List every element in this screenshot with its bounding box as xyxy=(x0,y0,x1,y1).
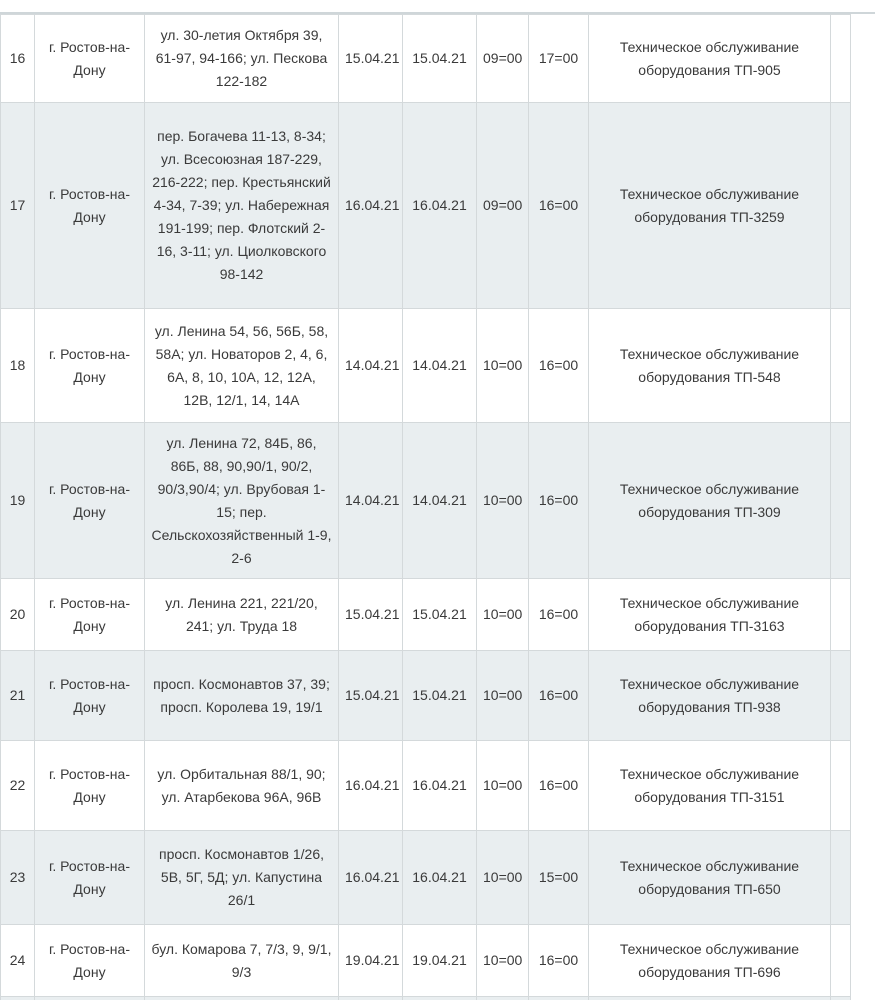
start-time-cell: 09=00 xyxy=(477,15,529,103)
city-cell: г. Ростов-на-Дону xyxy=(35,925,145,997)
end-date-cell: 15.04.21 xyxy=(403,651,477,741)
work-description-cell: Техническое обслуживание оборудования ТП-3151 xyxy=(589,741,831,831)
end-time-cell: 16=00 xyxy=(529,741,589,831)
end-date-cell: 14.04.21 xyxy=(403,423,477,579)
start-date-cell: 16.04.21 xyxy=(339,741,403,831)
work-description-cell: Техническое обслуживание оборудования ТП-696 xyxy=(589,925,831,997)
end-time-cell: 16=00 xyxy=(529,103,589,309)
address-cell: просп. Космонавтов 1/26, 5В, 5Г, 5Д; ул. Капустина 26/1 xyxy=(145,831,339,925)
table-top-border xyxy=(0,0,875,14)
row-number: 21 xyxy=(1,651,35,741)
end-time-cell: 16=00 xyxy=(529,309,589,423)
table-row xyxy=(1,423,851,579)
start-date-cell xyxy=(339,997,403,1000)
outage-schedule-table xyxy=(0,14,851,1000)
table-row xyxy=(1,651,851,741)
start-time-cell: 10=00 xyxy=(477,579,529,651)
table-row xyxy=(1,831,851,925)
end-date-cell xyxy=(403,997,477,1000)
end-date-cell: 16.04.21 xyxy=(403,741,477,831)
row-number: 23 xyxy=(1,831,35,925)
end-time-cell: 17=00 xyxy=(529,15,589,103)
start-time-cell xyxy=(477,997,529,1000)
end-time-cell: 16=00 xyxy=(529,925,589,997)
extra-cell xyxy=(831,651,851,741)
table-row xyxy=(1,15,851,103)
end-time-cell xyxy=(529,997,589,1000)
start-time-cell: 10=00 xyxy=(477,423,529,579)
start-date-cell: 15.04.21 xyxy=(339,651,403,741)
table-row xyxy=(1,925,851,997)
address-cell: бул. Комарова 7, 7/3, 9, 9/1, 9/3 xyxy=(145,925,339,997)
extra-cell xyxy=(831,423,851,579)
table-right-edge xyxy=(850,14,875,1000)
start-time-cell: 09=00 xyxy=(477,103,529,309)
start-date-cell: 16.04.21 xyxy=(339,103,403,309)
address-cell: ул. Орбитальная 88/1, 90; ул. Атарбекова 96А, 96В xyxy=(145,741,339,831)
table-row xyxy=(1,309,851,423)
city-cell: г. Ростов-на-Дону xyxy=(35,423,145,579)
address-cell: ул. Ленина 221, 221/20, 241; ул. Труда 18 xyxy=(145,579,339,651)
address-cell: ул. Ленина 54, 56, 56Б, 58, 58А; ул. Новаторов 2, 4, 6, 6А, 8, 10, 10А, 12, 12А, 12В, 12/1, 14, 14А xyxy=(145,309,339,423)
table-row xyxy=(1,741,851,831)
table-row xyxy=(1,579,851,651)
work-description-cell: Техническое обслуживание оборудования ТП-905 xyxy=(589,15,831,103)
address-cell: просп. Космонавтов 37, 39; просп. Королева 19, 19/1 xyxy=(145,651,339,741)
row-number: 18 xyxy=(1,309,35,423)
address-cell: пер. Богачева 11-13, 8-34; ул. Всесоюзная 187-229, 216-222; пер. Крестьянский 4-34, 7-39; ул. Набережная 191-199; пер. Флотский 2-16, 3-11; ул. Циолковского 98-142 xyxy=(145,103,339,309)
row-number: 22 xyxy=(1,741,35,831)
end-time-cell: 16=00 xyxy=(529,423,589,579)
extra-cell xyxy=(831,741,851,831)
extra-cell xyxy=(831,831,851,925)
city-cell: г. Ростов-на-Дону xyxy=(35,15,145,103)
work-description-cell: Техническое обслуживание оборудования ТП-3259 xyxy=(589,103,831,309)
address-cell: ул. 30-летия Октября 39, 61-97, 94-166; ул. Пескова 122-182 xyxy=(145,15,339,103)
city-cell xyxy=(35,997,145,1000)
city-cell: г. Ростов-на-Дону xyxy=(35,103,145,309)
row-number: 20 xyxy=(1,579,35,651)
row-number xyxy=(1,997,35,1000)
table-row xyxy=(1,103,851,309)
start-date-cell: 14.04.21 xyxy=(339,423,403,579)
start-time-cell: 10=00 xyxy=(477,831,529,925)
row-number: 16 xyxy=(1,15,35,103)
end-date-cell: 15.04.21 xyxy=(403,579,477,651)
address-cell: ул. Ленина 72, 84Б, 86, 86Б, 88, 90,90/1, 90/2, 90/3,90/4; ул. Врубовая 1-15; пер. Сельскохозяйственный 1-9, 2-6 xyxy=(145,423,339,579)
row-number: 24 xyxy=(1,925,35,997)
work-description-cell xyxy=(589,997,831,1000)
end-time-cell: 16=00 xyxy=(529,579,589,651)
work-description-cell: Техническое обслуживание оборудования ТП-938 xyxy=(589,651,831,741)
start-date-cell: 15.04.21 xyxy=(339,579,403,651)
start-date-cell: 19.04.21 xyxy=(339,925,403,997)
city-cell: г. Ростов-на-Дону xyxy=(35,831,145,925)
work-description-cell: Техническое обслуживание оборудования ТП-3163 xyxy=(589,579,831,651)
extra-cell xyxy=(831,103,851,309)
end-date-cell: 15.04.21 xyxy=(403,15,477,103)
start-date-cell: 16.04.21 xyxy=(339,831,403,925)
row-number: 17 xyxy=(1,103,35,309)
start-date-cell: 14.04.21 xyxy=(339,309,403,423)
extra-cell xyxy=(831,15,851,103)
city-cell: г. Ростов-на-Дону xyxy=(35,741,145,831)
row-number: 19 xyxy=(1,423,35,579)
work-description-cell: Техническое обслуживание оборудования ТП-650 xyxy=(589,831,831,925)
city-cell: г. Ростов-на-Дону xyxy=(35,651,145,741)
extra-cell xyxy=(831,309,851,423)
start-time-cell: 10=00 xyxy=(477,741,529,831)
end-date-cell: 16.04.21 xyxy=(403,103,477,309)
start-time-cell: 10=00 xyxy=(477,925,529,997)
end-date-cell: 14.04.21 xyxy=(403,309,477,423)
city-cell: г. Ростов-на-Дону xyxy=(35,579,145,651)
extra-cell xyxy=(831,579,851,651)
end-date-cell: 19.04.21 xyxy=(403,925,477,997)
extra-cell xyxy=(831,925,851,997)
work-description-cell: Техническое обслуживание оборудования ТП-309 xyxy=(589,423,831,579)
end-time-cell: 16=00 xyxy=(529,651,589,741)
work-description-cell: Техническое обслуживание оборудования ТП-548 xyxy=(589,309,831,423)
start-time-cell: 10=00 xyxy=(477,651,529,741)
end-time-cell: 15=00 xyxy=(529,831,589,925)
start-date-cell: 15.04.21 xyxy=(339,15,403,103)
start-time-cell: 10=00 xyxy=(477,309,529,423)
extra-cell xyxy=(831,997,851,1000)
table-row xyxy=(1,997,851,1000)
end-date-cell: 16.04.21 xyxy=(403,831,477,925)
address-cell xyxy=(145,997,339,1000)
city-cell: г. Ростов-на-Дону xyxy=(35,309,145,423)
